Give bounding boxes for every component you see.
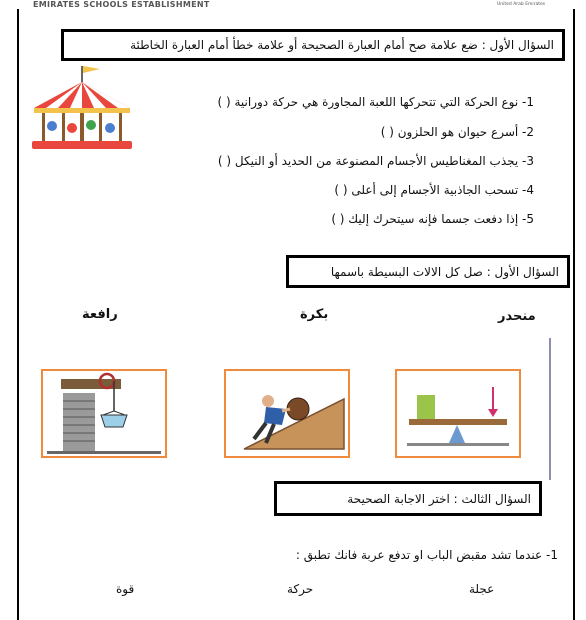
section1-title-text: السؤال الأول : ضع علامة صح أمام العبارة الصحيحة أو علامة خطأ أمام العبارة الخاطئة <box>130 38 554 52</box>
statement-2: 2- أسرع حيوان هو الحلزون ( ) <box>380 125 534 139</box>
label-ramp: منحدر <box>498 309 536 324</box>
carousel-icon <box>30 62 134 152</box>
statement-3: 3- يجذب المغناطيس الأجسام المصنوعة من الحديد أو النيكل ( ) <box>217 154 534 168</box>
mc-question-1: 1- عندما تشد مقبض الباب او تدفع عربة فانك تطبق : <box>295 548 558 562</box>
option-motion: حركة <box>287 582 314 596</box>
header-school-name: EMIRATES SCHOOLS ESTABLISHMENT <box>33 0 210 9</box>
divider-line <box>549 338 551 480</box>
option-wheel: عجلة <box>469 582 495 596</box>
lever-seesaw-icon <box>397 371 519 456</box>
header-country: United Arab Emirates <box>497 2 546 7</box>
section3-title-text: السؤال الثالث : اختر الاجابة الصحيحة <box>347 491 531 506</box>
label-lever: رافعة <box>82 307 118 322</box>
statement-5: 5- إذا دفعت جسما فإنه سيتحرك إليك ( ) <box>331 212 534 226</box>
pulley-image-frame <box>41 369 167 458</box>
ramp-pushing-icon <box>226 371 348 456</box>
label-pulley: بكرة <box>300 307 329 322</box>
statement-4: 4- تسحب الجاذبية الأجسام إلى أعلى ( ) <box>334 183 534 197</box>
statement-1: 1- نوع الحركة التي تتحركها اللعبة المجاورة هي حركة دورانية ( ) <box>217 95 534 109</box>
section2-title-text: السؤال الأول : صل كل الالات البسيطة باسمها <box>330 264 559 279</box>
section1-title <box>61 29 565 61</box>
ramp-image-frame <box>224 369 350 458</box>
option-force: قوة <box>116 582 135 596</box>
section3-title <box>274 481 542 516</box>
lever-image-frame <box>395 369 521 458</box>
pulley-hoist-icon <box>43 371 165 456</box>
section2-title <box>286 255 570 288</box>
